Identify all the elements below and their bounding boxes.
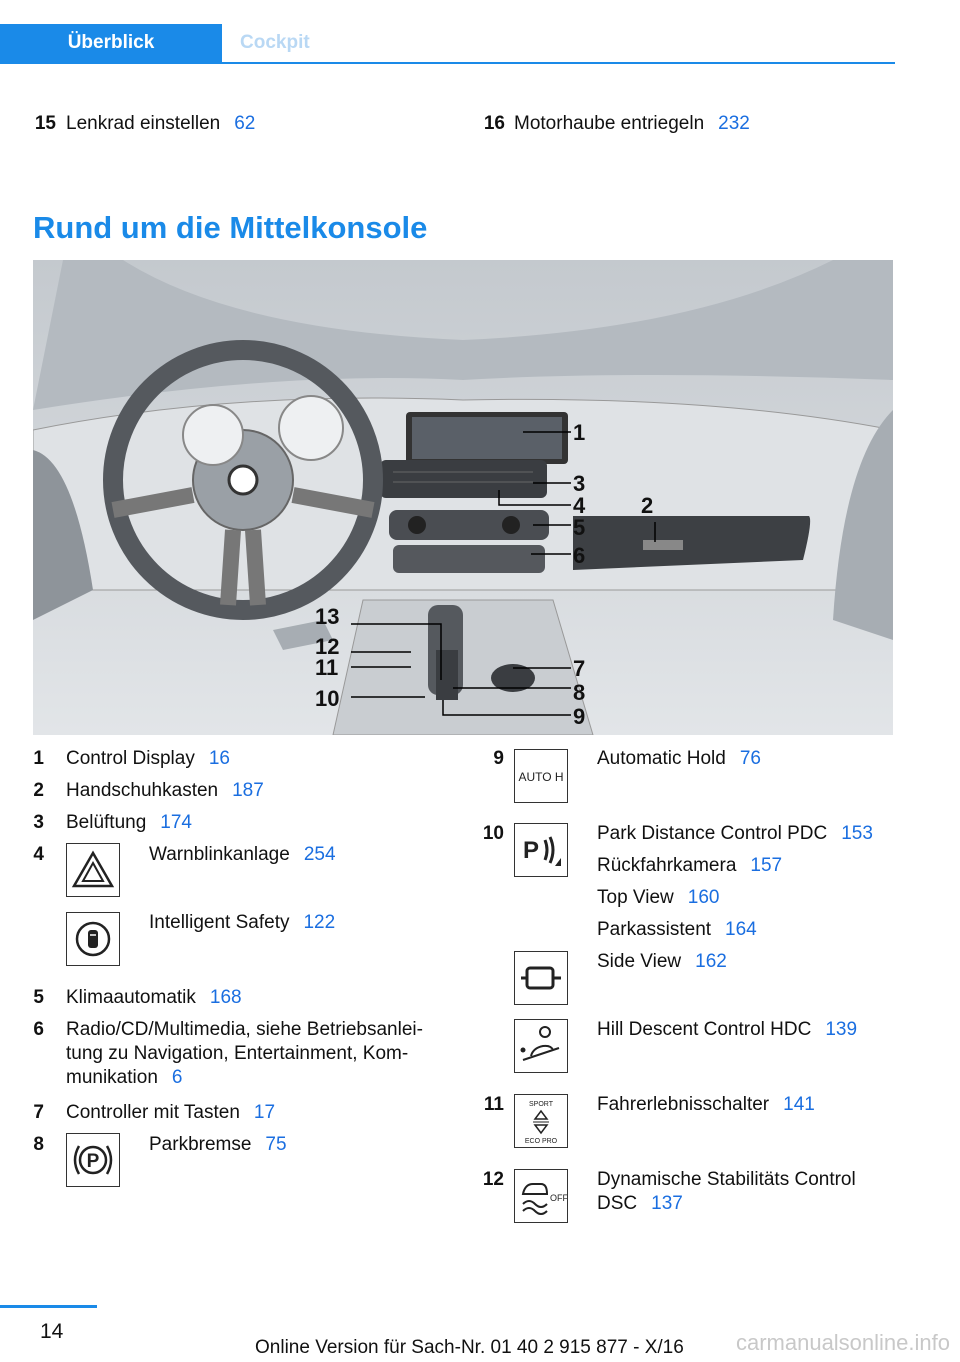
page-ref[interactable]: 122 — [303, 912, 336, 933]
item-label: Intelligent Safety 122 — [149, 912, 336, 933]
page-number: 14 — [40, 1320, 64, 1343]
callout-label: 1 — [573, 420, 586, 445]
item-label: Handschuhkasten 187 — [66, 780, 264, 801]
dsc-off-icon — [514, 1169, 568, 1223]
item-number: 15 — [34, 113, 56, 134]
auto-hold-icon-text: AUTO H — [518, 770, 564, 784]
item-label: Side View 162 — [597, 951, 727, 972]
item-label: Controller mit Tasten 17 — [66, 1102, 276, 1123]
callout-label: 8 — [573, 680, 586, 705]
item-label: Parkassistent 164 — [597, 919, 757, 940]
item-number: 6 — [33, 1019, 44, 1040]
page-ref[interactable]: 187 — [232, 780, 264, 801]
page-ref[interactable]: 162 — [695, 951, 727, 972]
callout-label: 9 — [573, 704, 586, 729]
parking-brake-icon — [66, 1133, 120, 1187]
tab-cockpit[interactable]: Cockpit — [240, 32, 310, 53]
dsc-off-icon-text: OFF — [550, 1193, 567, 1203]
watermark: carmanualsonline.info — [735, 1330, 950, 1355]
item-number: 12 — [482, 1169, 504, 1190]
page-ref[interactable]: 17 — [253, 1102, 276, 1123]
pdc-icon — [514, 823, 568, 877]
svg-text:P: P — [522, 837, 540, 864]
callout-label: 2 — [641, 493, 654, 518]
item-label: Klimaautomatik 168 — [66, 987, 242, 1008]
item-label: Dynamische Stabilitäts Control DSC 137 — [597, 1169, 856, 1214]
page-ref[interactable]: 16 — [208, 748, 230, 769]
driving-mode-icon — [514, 1094, 568, 1148]
item-number: 7 — [33, 1102, 44, 1123]
page-ref[interactable]: 174 — [160, 812, 192, 833]
page-ref[interactable]: 168 — [209, 987, 242, 1008]
page-ref[interactable]: 137 — [651, 1193, 683, 1214]
item-label: Top View 160 — [597, 887, 720, 908]
page-ref[interactable]: 153 — [841, 823, 873, 844]
page-ref[interactable]: 232 — [718, 113, 750, 134]
item-label: Automatic Hold 76 — [597, 748, 761, 769]
page-ref[interactable]: 141 — [783, 1094, 815, 1115]
item-number: 10 — [482, 823, 504, 844]
item-number: 11 — [483, 1094, 504, 1115]
item-number: 16 — [483, 113, 505, 134]
page-ref[interactable]: 164 — [725, 919, 757, 940]
item-label: Radio/CD/Multimedia, siehe Betriebsanlei- tung zu Navigation, Entertainment, Kom- munikation 6 — [66, 1019, 423, 1088]
tab-ueberblick[interactable]: Überblick — [0, 24, 222, 62]
callout-label: 12 — [315, 634, 340, 659]
footer-divider — [0, 1305, 97, 1308]
page-ref[interactable]: 139 — [825, 1019, 858, 1040]
item-label: Control Display 16 — [66, 748, 230, 769]
auto-hold-icon — [514, 749, 568, 803]
item-label: Lenkrad einstellen 62 — [66, 113, 256, 134]
callout-label: 6 — [573, 543, 586, 568]
item-label: Park Distance Control PDC 153 — [597, 823, 873, 844]
header-tabs — [0, 24, 895, 64]
item-label: Motorhaube entriegeln 232 — [514, 113, 750, 134]
page-ref[interactable]: 62 — [234, 113, 256, 134]
callout-label: 7 — [573, 656, 586, 681]
item-number: 5 — [33, 987, 44, 1008]
hdc-icon — [514, 1019, 568, 1073]
section-heading: Rund um die Mittelkonsole — [33, 210, 428, 245]
side-view-camera-icon — [514, 951, 568, 1005]
item-label: Hill Descent Control HDC 139 — [597, 1019, 858, 1040]
callout-label: 13 — [315, 604, 340, 629]
item-label: Rückfahrkamera 157 — [597, 855, 783, 876]
page-ref[interactable]: 75 — [265, 1134, 287, 1155]
page-ref[interactable]: 254 — [303, 844, 336, 865]
callout-label: 4 — [573, 493, 586, 518]
cockpit-drawing — [33, 260, 893, 735]
item-number: 2 — [33, 780, 44, 801]
item-number: 4 — [33, 844, 44, 865]
footer-text: Online Version für Sach-Nr. 01 40 2 915 877 - X/16 — [255, 1337, 684, 1358]
page-ref[interactable]: 157 — [750, 855, 783, 876]
item-number: 1 — [33, 748, 44, 769]
intelligent-safety-icon — [66, 912, 120, 966]
callout-label: 3 — [573, 471, 586, 496]
item-number: 3 — [33, 812, 44, 833]
item-label: Fahrerlebnisschalter 141 — [597, 1094, 815, 1115]
item-label: Warnblinkanlage 254 — [149, 844, 336, 865]
page-ref[interactable]: 160 — [687, 887, 720, 908]
driving-mode-top-text: SPORT — [529, 1101, 553, 1108]
page-ref[interactable]: 76 — [739, 748, 761, 769]
item-label: Parkbremse 75 — [149, 1134, 287, 1155]
svg-text:P: P — [86, 1151, 100, 1172]
callout-label: 10 — [315, 686, 340, 711]
page-ref[interactable]: 6 — [171, 1067, 183, 1088]
hazard-warning-icon — [66, 843, 120, 897]
callout-label: 5 — [573, 515, 586, 540]
item-label: Belüftung 174 — [66, 812, 192, 833]
driving-mode-bottom-text: ECO PRO — [524, 1138, 558, 1145]
item-number: 8 — [33, 1134, 44, 1155]
item-number: 9 — [493, 748, 504, 769]
callout-label: 11 — [315, 655, 339, 680]
cockpit-illustration — [33, 260, 893, 735]
